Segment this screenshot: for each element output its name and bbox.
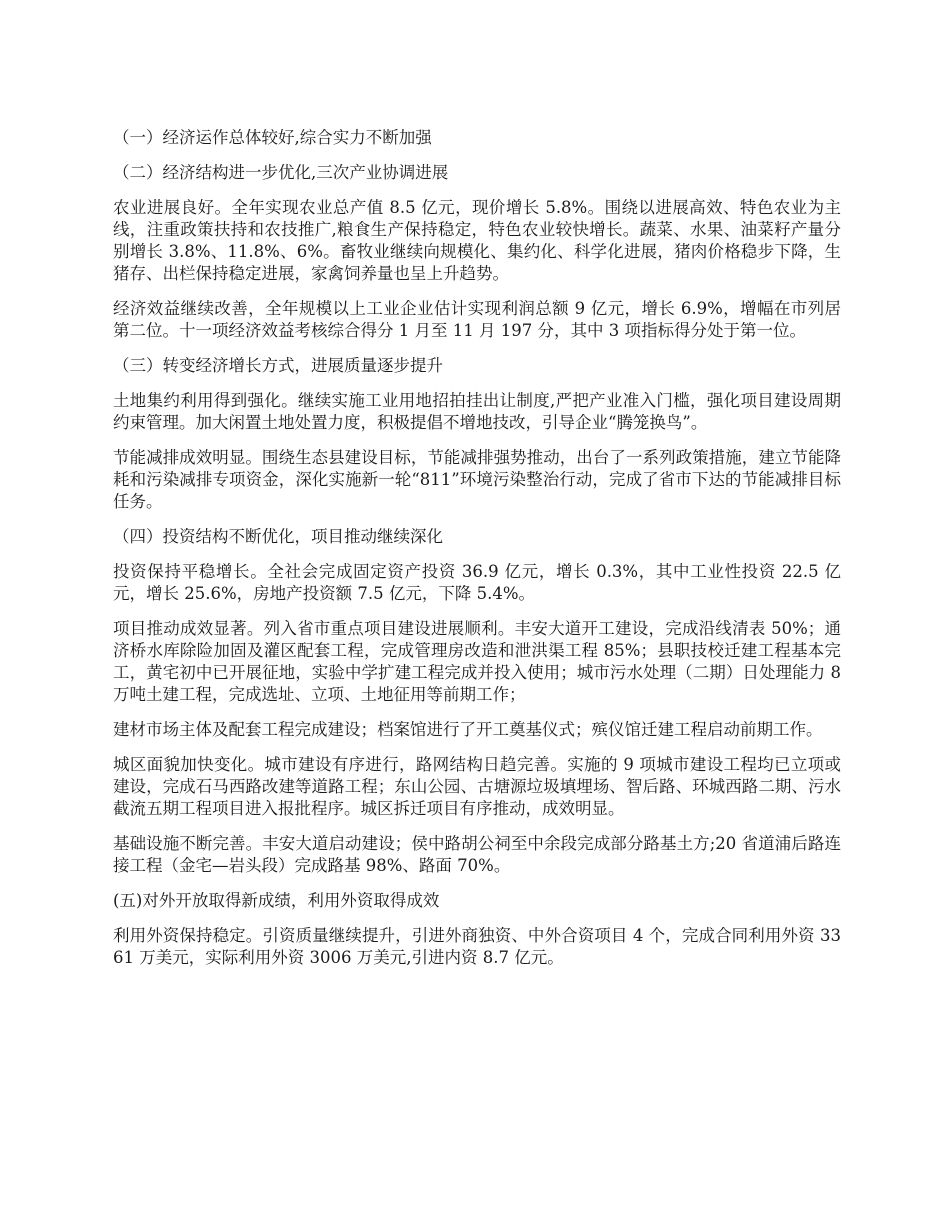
body-paragraph-projects: 项目推动成效显著。列入省市重点项目建设进展顺利。丰安大道开工建设，完成沿线清表 50%；通济桥水库除险加固及灌区配套工程，完成管理房改造和泄洪渠工程 85%；县职技校迁建工程基本完工，黄宅初中已开展征地，实验中学扩建工程完成并投入使用；城市污水处理（二期）日处理能力 8 万吨土建工程，完成选址、立项、土地征用等前期工作； <box>113 619 841 704</box>
section-heading-4: （四）投资结构不断优化，项目推动继续深化 <box>113 527 443 546</box>
section-heading-1: （一）经济运作总体较好,综合实力不断加强 <box>113 128 432 147</box>
body-paragraph-investment: 投资保持平稳增长。全社会完成固定资产投资 36.9 亿元，增长 0.3%，其中工业性投资 22.5 亿元，增长 25.6%，房地产投资额 7.5 亿元，下降 5.4%。 <box>113 562 841 603</box>
body-paragraph-agriculture: 农业进展良好。全年实现农业总产值 8.5 亿元，现价增长 5.8%。围绕以进展高效、特色农业为主线，注重政策扶持和农技推广,粮食生产保持稳定，特色农业较快增长。蔬菜、水果、油菜籽产量分别增长 3.8%、11.8%、6%。畜牧业继续向规模化、集约化、科学化进展，猪肉价格稳步下降，生猪存、出栏保持稳定进展，家禽饲养量也呈上升趋势。 <box>113 198 841 283</box>
body-paragraph-infrastructure: 基础设施不断完善。丰安大道启动建设；侯中路胡公祠至中余段完成部分路基土方;20 省道浦后路连接工程（金宅—岩头段）完成路基 98%、路面 70%。 <box>113 834 841 875</box>
body-paragraph-energy-saving: 节能减排成效明显。围绕生态县建设目标，节能减排强势推动，出台了一系列政策措施，建立节能降耗和污染减排专项资金，深化实施新一轮“811”环境污染整治行动，完成了省市下达的节能减排目标任务。 <box>113 448 841 511</box>
body-paragraph-efficiency: 经济效益继续改善，全年规模以上工业企业估计实现利润总额 9 亿元，增长 6.9%，增幅在市列居第二位。十一项经济效益考核综合得分 1 月至 11 月 197 分，其中 3 项指标得分处于第一位。 <box>113 299 841 340</box>
body-paragraph-land-use: 土地集约利用得到强化。继续实施工业用地招拍挂出让制度,严把产业准入门槛，强化项目建设周期约束管理。加大闲置土地处置力度，积极提倡不增地技改，引导企业“腾笼换鸟”。 <box>113 391 841 432</box>
body-paragraph-urban: 城区面貌加快变化。城市建设有序进行，路网结构日趋完善。实施的 9 项城市建设工程均已立项或建设，完成石马西路改建等道路工程；东山公园、古塘源垃圾填埋场、智后路、环城西路二期、污水截流五期工程项目进入报批程序。城区拆迁项目有序推动，成效明显。 <box>113 755 841 818</box>
section-heading-5: (五)对外开放取得新成绩，利用外资取得成效 <box>113 891 440 910</box>
section-heading-2: （二）经济结构进一步优化,三次产业协调进展 <box>113 163 449 182</box>
body-paragraph-foreign-investment: 利用外资保持稳定。引资质量继续提升，引进外商独资、中外合资项目 4 个，完成合同利用外资 3361 万美元，实际利用外资 3006 万美元,引进内资 8.7 亿元。 <box>113 926 841 967</box>
section-heading-3: （三）转变经济增长方式，进展质量逐步提升 <box>113 356 443 375</box>
document-page <box>113 127 841 982</box>
body-paragraph-building-market: 建材市场主体及配套工程完成建设；档案馆进行了开工奠基仪式；殡仪馆迁建工程启动前期工作。 <box>113 720 823 739</box>
